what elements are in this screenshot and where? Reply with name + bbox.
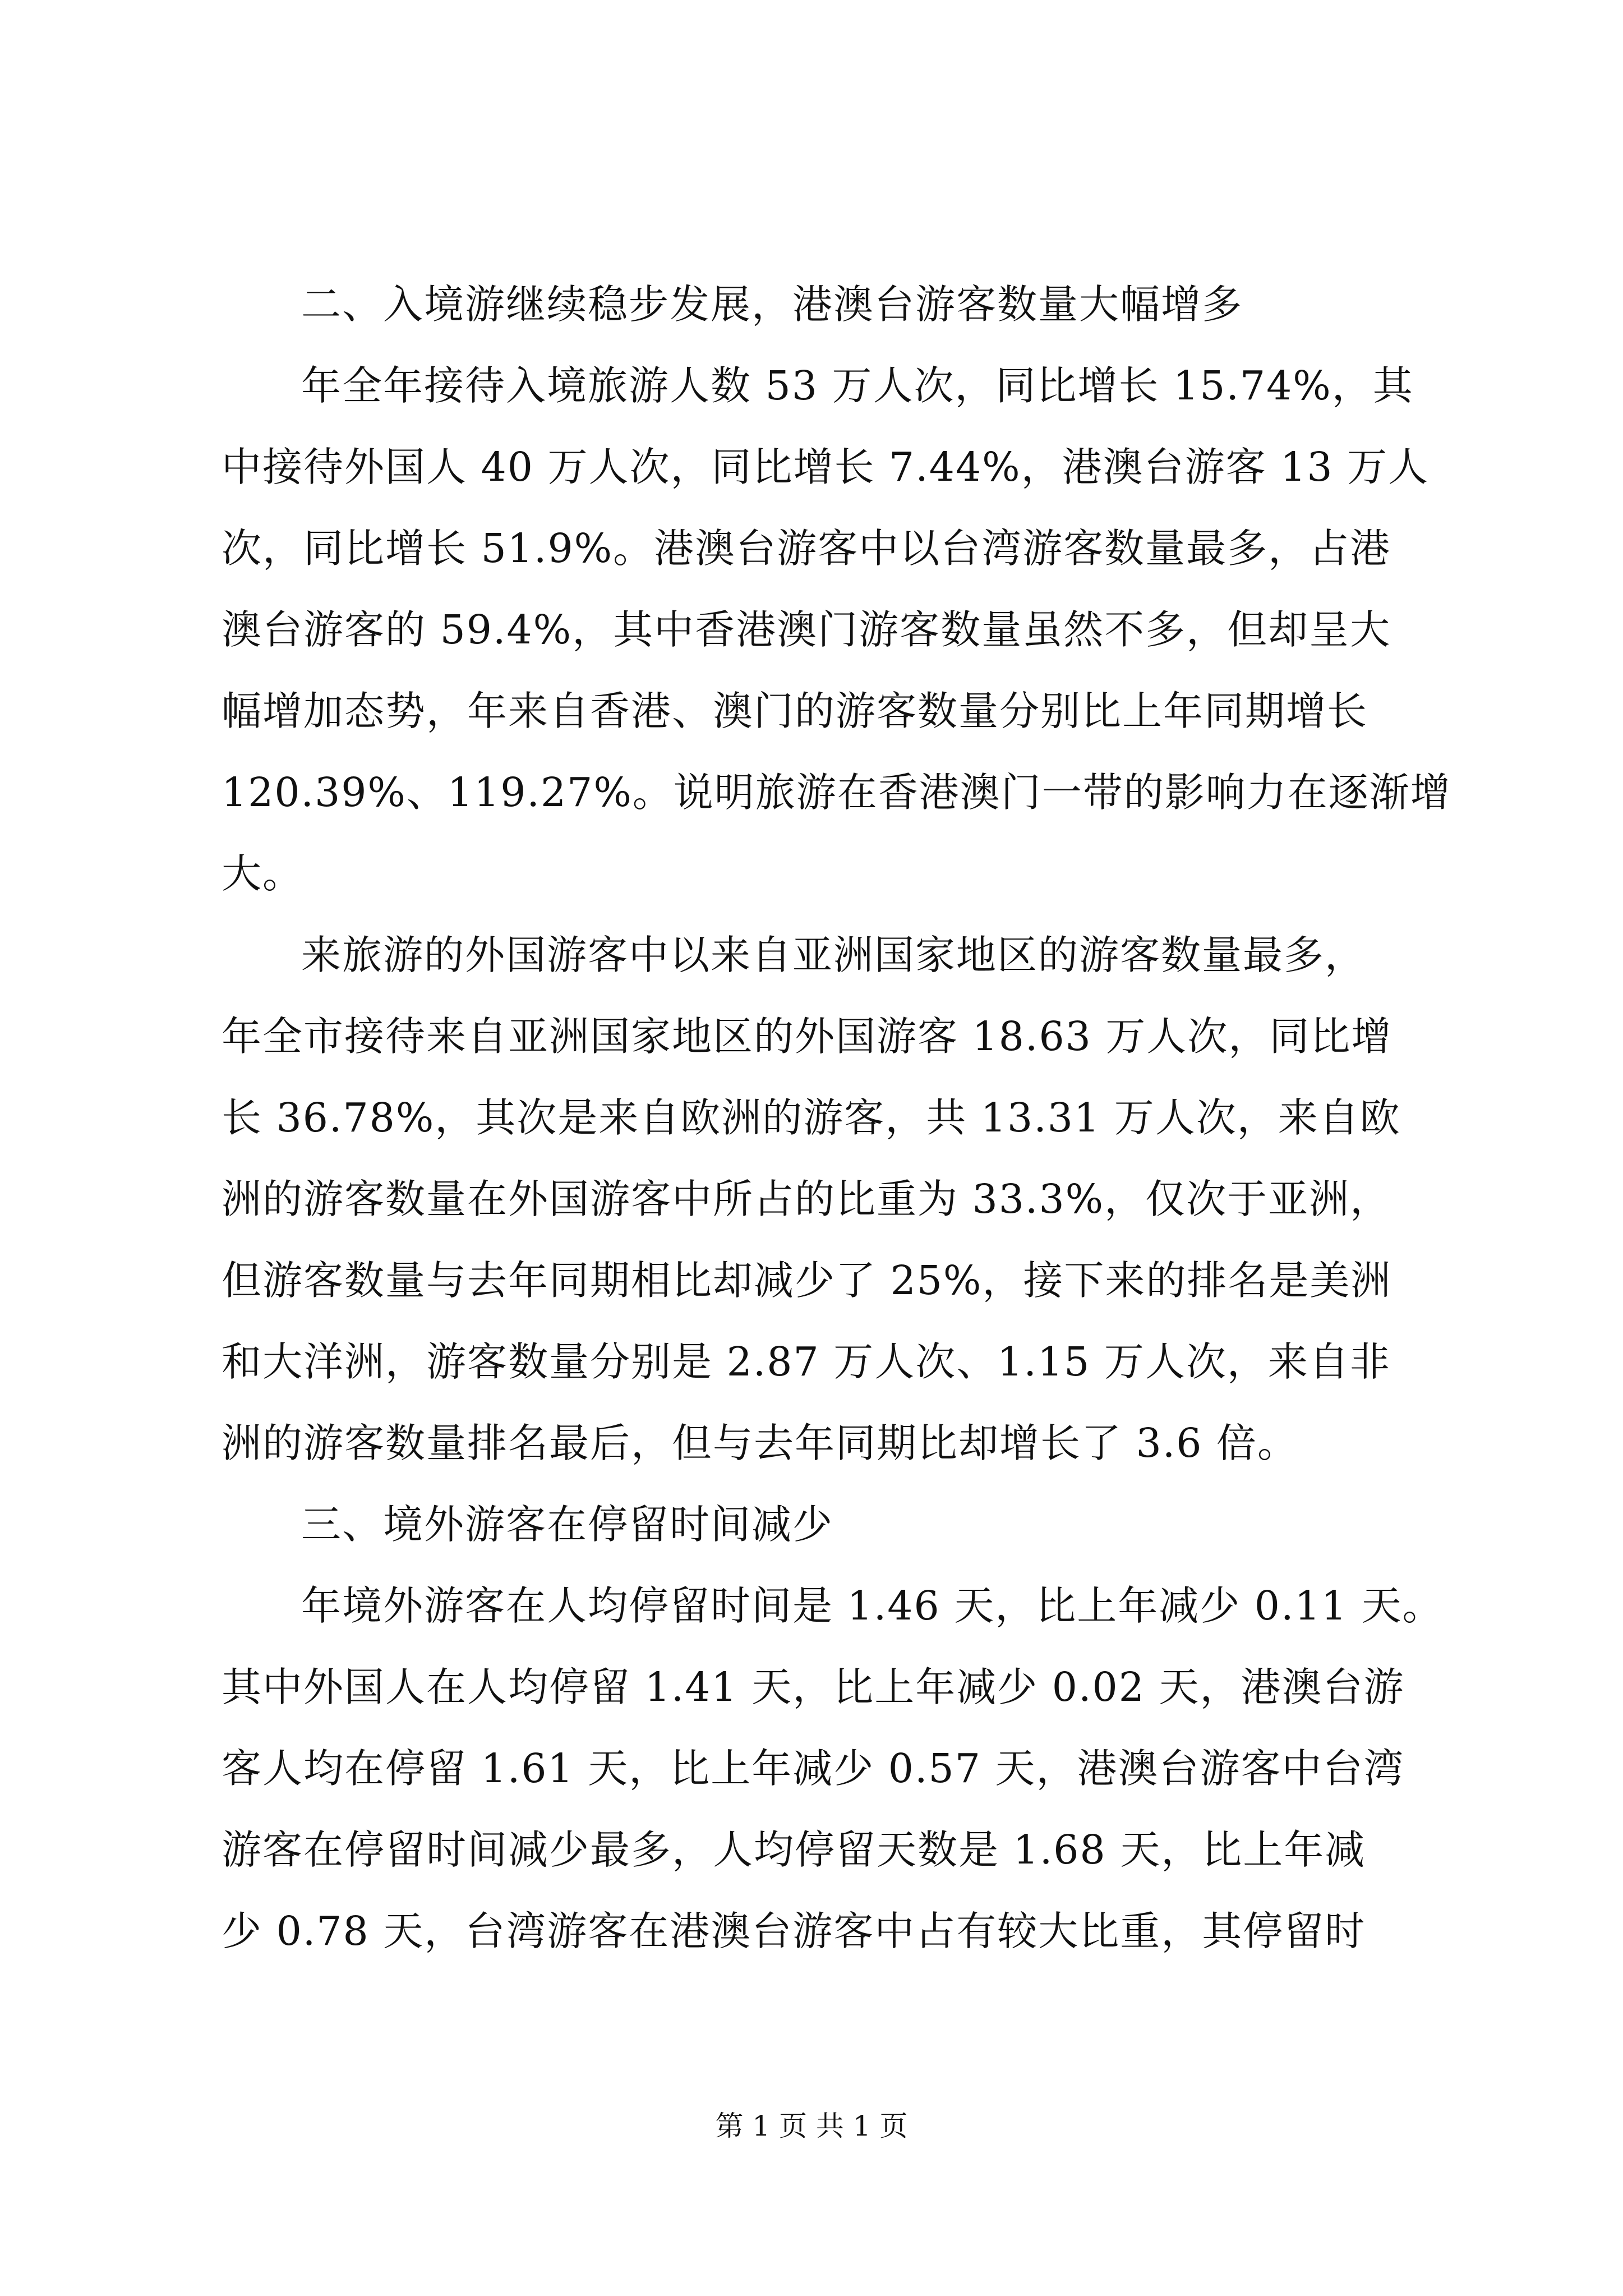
- text-line: 长 36.78%，其次是来自欧洲的游客，共 13.31 万人次，来自欧: [222, 1094, 1401, 1141]
- text-line: 其中外国人在人均停留 1.41 天，比上年减少 0.02 天，港澳台游: [222, 1664, 1405, 1710]
- text-line: 年全市接待来自亚洲国家地区的外国游客 18.63 万人次，同比增: [222, 1013, 1393, 1060]
- text-line: 洲的游客数量在外国游客中所占的比重为 33.3%，仅次于亚洲，: [222, 1176, 1391, 1222]
- text-line: 年全年接待入境旅游人数 53 万人次，同比增长 15.74%，其: [301, 362, 1414, 409]
- text-line: 来旅游的外国游客中以来自亚洲国家地区的游客数量最多，: [301, 932, 1366, 978]
- text-line: 中接待外国人 40 万人次，同比增长 7.44%，港澳台游客 13 万人: [222, 444, 1430, 490]
- text-line: 次，同比增长 51.9%。港澳台游客中以台湾游客数量最多，占港: [222, 525, 1391, 572]
- text-line: 二、入境游继续稳步发展，港澳台游客数量大幅增多: [301, 281, 1243, 328]
- paragraph-foreign-visitors: [222, 914, 1422, 1484]
- text-line: 大。: [222, 850, 304, 897]
- text-line: 洲的游客数量排名最后，但与去年同期比却增长了 3.6 倍。: [222, 1420, 1299, 1466]
- section-heading-stay-duration: [222, 1484, 1422, 1565]
- paragraph-inbound-total: [222, 345, 1451, 914]
- text-line: 澳台游客的 59.4%，其中香港澳门游客数量虽然不多，但却呈大: [222, 606, 1391, 653]
- section-heading-inbound: [222, 264, 1422, 345]
- text-line: 但游客数量与去年同期相比却减少了 25%，接下来的排名是美洲: [222, 1257, 1392, 1304]
- text-line: 年境外游客在人均停留时间是 1.46 天，比上年减少 0.11 天。: [301, 1582, 1444, 1629]
- text-line: 客人均在停留 1.61 天，比上年减少 0.57 天，港澳台游客中台湾: [222, 1745, 1405, 1792]
- page-number-label: 第 1 页 共 1 页: [715, 2110, 908, 2142]
- text-line: 120.39%、119.27%。说明旅游在香港澳门一带的影响力在逐渐增: [222, 769, 1451, 816]
- text-line: 少 0.78 天，台湾游客在港澳台游客中占有较大比重，其停留时: [222, 1908, 1366, 1954]
- paragraph-stay-duration: [222, 1565, 1444, 1972]
- document-body: [222, 264, 1451, 1972]
- text-line: 幅增加态势，年来自香港、澳门的游客数量分别比上年同期增长: [222, 688, 1368, 734]
- text-line: 和大洋洲，游客数量分别是 2.87 万人次、1.15 万人次，来自非: [222, 1338, 1391, 1385]
- page-footer: [0, 2109, 1623, 2143]
- text-line: 游客在停留时间减少最多，人均停留天数是 1.68 天，比上年减: [222, 1826, 1366, 1873]
- text-line: 三、境外游客在停留时间减少: [301, 1501, 834, 1548]
